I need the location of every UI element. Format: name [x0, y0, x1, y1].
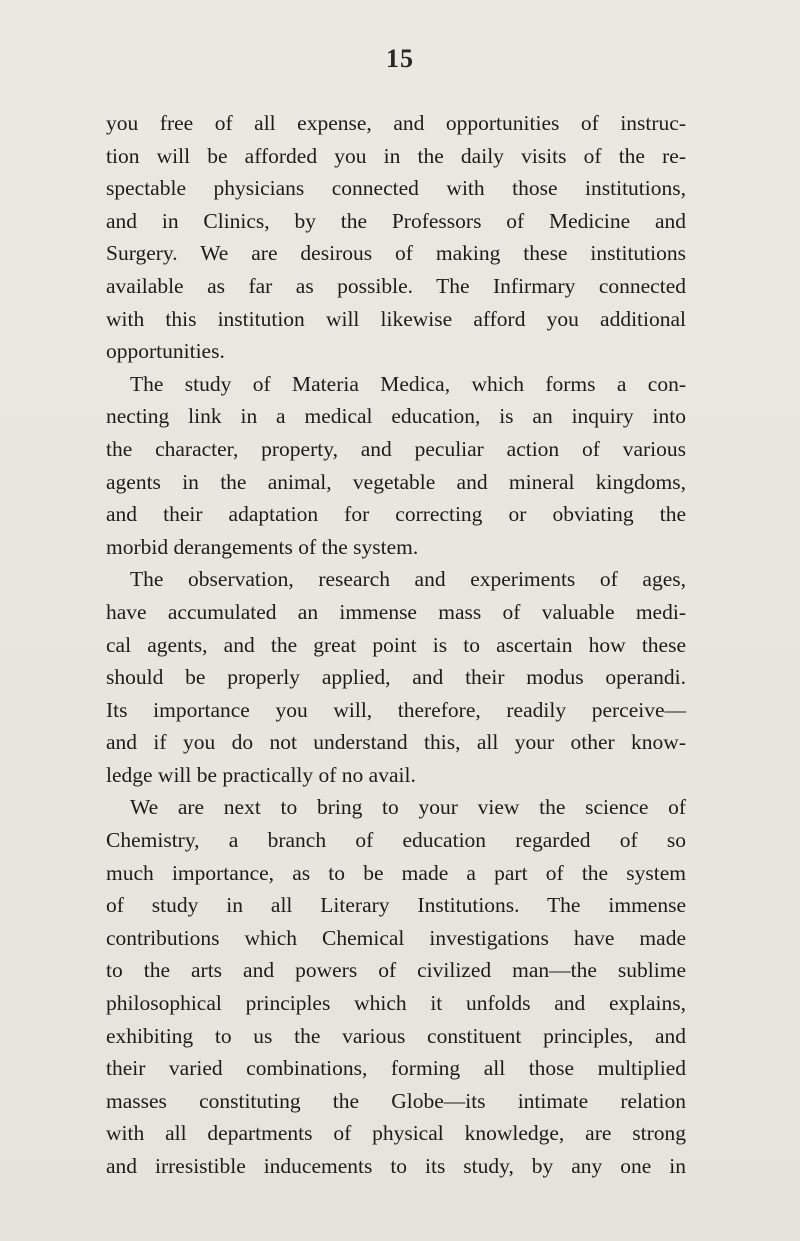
text-line: necting link in a medical education, is an inquiry into: [106, 404, 686, 429]
text-line: you free of all expense, and opportunities of instruc-: [106, 111, 686, 135]
text-line: and irresistible inducements to its study, by any one in: [106, 1154, 686, 1178]
text-line: exhibiting to us the various constituent principles, and: [106, 1023, 686, 1048]
text-line: Its importance you will, therefore, readily perceive—: [106, 697, 686, 722]
text-line: and their adaptation for correcting or obviating the: [106, 502, 686, 527]
text-line: with this institution will likewise afford you additional: [106, 306, 686, 331]
text-line: and in Clinics, by the Professors of Medicine and: [106, 208, 686, 233]
text-line: available as far as possible. The Infirmary connected: [106, 273, 686, 298]
text-line: opportunities.: [106, 339, 225, 364]
text-line: tion will be afforded you in the daily visits of the re-: [106, 143, 686, 168]
text-line: agents in the animal, vegetable and mineral kingdoms,: [106, 469, 686, 494]
text-line: The observation, research and experiments of ages,: [130, 567, 686, 592]
text-line: The study of Materia Medica, which forms a con-: [130, 371, 686, 396]
text-line: contributions which Chemical investigations have made: [106, 925, 686, 950]
text-line: masses constituting the Globe—its intimate relation: [106, 1088, 686, 1113]
text-line: much importance, as to be made a part of the system: [106, 860, 686, 885]
text-line: Chemistry, a branch of education regarded of so: [106, 828, 686, 853]
body-text: [106, 107, 686, 1183]
page-number: 15: [386, 44, 414, 73]
text-line: have accumulated an immense mass of valuable medi-: [106, 599, 686, 624]
text-line: philosophical principles which it unfolds and explains,: [106, 991, 686, 1016]
text-line: and if you do not understand this, all your other know-: [106, 730, 686, 755]
text-line: to the arts and powers of civilized man—the sublime: [106, 958, 686, 983]
text-line: the character, property, and peculiar action of various: [106, 436, 686, 461]
text-line: Surgery. We are desirous of making these institutions: [106, 241, 686, 266]
text-line: ledge will be practically of no avail.: [106, 762, 416, 787]
text-line: with all departments of physical knowledge, are strong: [106, 1121, 686, 1146]
text-line: their varied combinations, forming all those multiplied: [106, 1056, 686, 1081]
text-line: morbid derangements of the system.: [106, 534, 419, 559]
text-line: spectable physicians connected with those institutions,: [106, 176, 686, 201]
text-line: cal agents, and the great point is to ascertain how these: [106, 632, 686, 657]
text-line: We are next to bring to your view the science of: [130, 795, 686, 820]
text-line: of study in all Literary Institutions. The immense: [106, 893, 686, 918]
text-line: should be properly applied, and their modus operandi.: [106, 665, 686, 690]
